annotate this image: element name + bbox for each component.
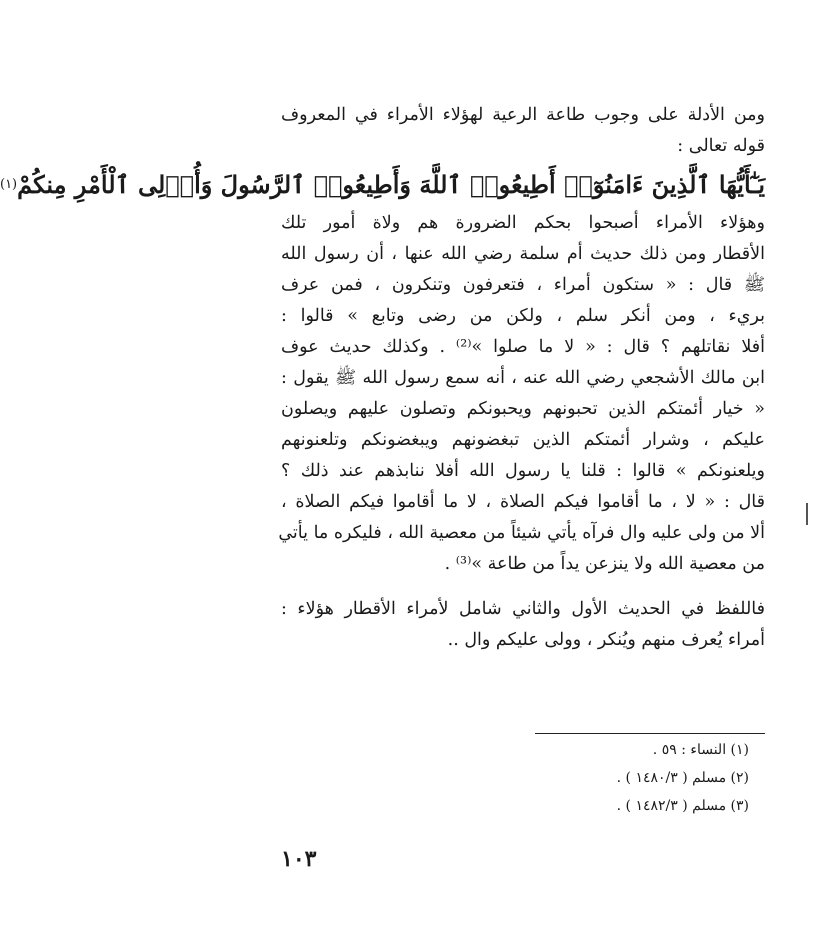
text-line: أفلا نقاتلهم ؟ قال : « لا ما صلوا »⁽²⁾ . وكذلك حديث عوف [281, 337, 765, 357]
text-line: ألا من ولى عليه وال فرآه يأتي شيئاً من معصية الله ، فليكره ما يأتي [278, 523, 765, 543]
quran-verse [0, 162, 765, 208]
text-line: ﷺ قال : « ستكون أمراء ، فتعرفون وتنكرون ، فمن عرف [281, 275, 765, 295]
footnote-separator [535, 733, 765, 734]
text-line: أمراء يُعرف منهم ويُنكر ، وولى عليكم وال .. [447, 630, 765, 650]
text-line: وهؤلاء الأمراء أصبحوا بحكم الضرورة هم ولاة أمور تلك [281, 213, 765, 233]
paragraph-gap [281, 580, 765, 594]
footnote: (٣) مسلم ( ١٤٨٢/٣ ) . [616, 798, 749, 814]
text-line: من معصية الله ولا ينزعن يداً من طاعة »⁽³⁾ . [444, 554, 765, 574]
page-number: ١٠٣ [281, 846, 317, 872]
page-body [0, 100, 765, 656]
text-line: بريء ، ومن أنكر سلم ، ولكن من رضى وتابع » قالوا : [281, 306, 765, 326]
text-line: قال : « لا ، ما أقاموا فيكم الصلاة ، لا ما أقاموا فيكم الصلاة ، [281, 492, 765, 512]
margin-mark [806, 503, 808, 525]
footnote: (٢) مسلم ( ١٤٨٠/٣ ) . [616, 770, 749, 786]
text-line: قوله تعالى : [677, 136, 765, 156]
footnotes [519, 736, 749, 820]
text-line: « خيار أئمتكم الذين تحبونهم ويحبونكم وتصلون عليهم ويصلون [281, 399, 765, 419]
text-line: الأقطار ومن ذلك حديث أم سلمة رضي الله عنها ، أن رسول الله [281, 244, 765, 264]
verse-footnote-ref: (١) [0, 177, 18, 192]
text-line: عليكم ، وشرار أئمتكم الذين تبغضونهم ويبغضونكم وتلعنونهم [281, 430, 765, 450]
footnote: (١) النساء : ٥٩ . [652, 742, 749, 758]
verse-text: يَـٰٓأَيُّهَا ٱلَّذِينَ ءَامَنُوٓا۟ أَطِيعُوا۟ ٱللَّهَ وَأَطِيعُوا۟ ٱلرَّسُولَ وَأُو۟لِى ٱلْأَمْرِ مِنكُمْ [17, 170, 765, 199]
text-line: فاللفظ في الحديث الأول والثاني شامل لأمراء الأقطار هؤلاء : [281, 599, 765, 619]
text-line: ويلعنونكم » قالوا : قلنا يا رسول الله أفلا ننابذهم عند ذلك ؟ [281, 461, 765, 481]
text-line: ابن مالك الأشجعي رضي الله عنه ، أنه سمع رسول الله ﷺ يقول : [281, 368, 765, 388]
text-line: ومن الأدلة على وجوب طاعة الرعية لهؤلاء الأمراء في المعروف [281, 105, 765, 125]
